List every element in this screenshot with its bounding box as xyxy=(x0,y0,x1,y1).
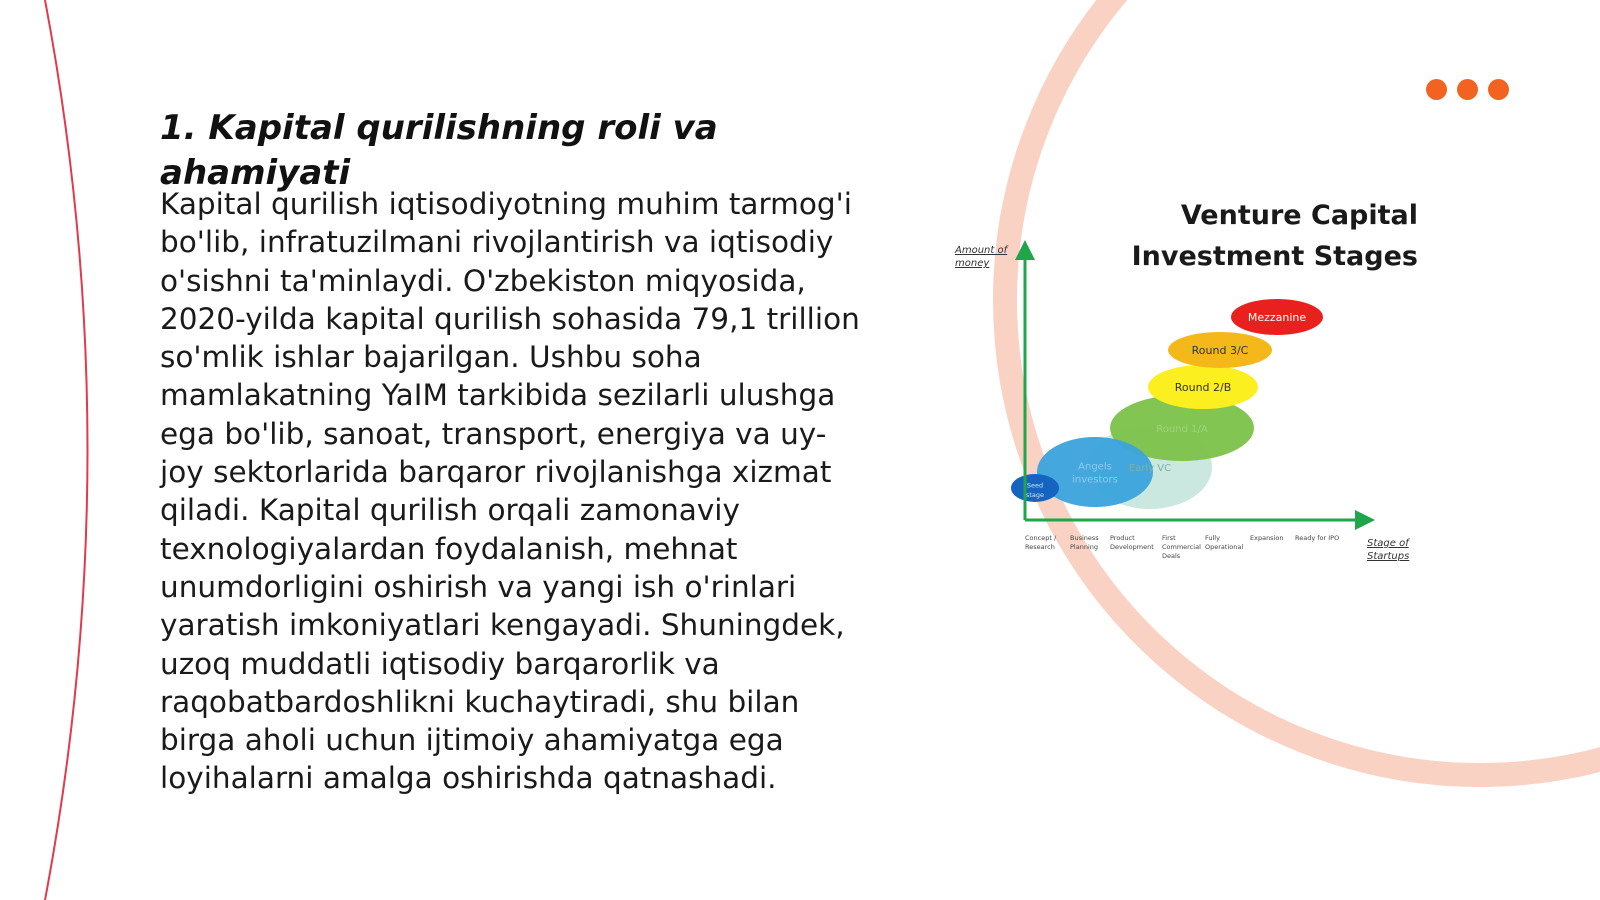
x-tick-label: Ready for IPO xyxy=(1295,534,1340,542)
stage-bubbles xyxy=(1011,299,1323,509)
stage-label-angels-investors: investors xyxy=(1072,474,1118,486)
chart-title-line1: Venture Capital xyxy=(1180,200,1418,231)
y-axis-arrowhead xyxy=(1015,240,1035,260)
x-tick-label: Development xyxy=(1110,543,1154,551)
stage-label-early-vc: Early VC xyxy=(1128,463,1172,474)
x-tick-label: Product xyxy=(1110,534,1135,542)
chart-title-line2: Investment Stages xyxy=(1131,241,1418,272)
stage-label-seed-stage: stage xyxy=(1025,490,1045,499)
dot xyxy=(1488,79,1509,100)
x-tick-label: First xyxy=(1162,534,1176,542)
x-tick-label: Business xyxy=(1070,534,1099,542)
stage-label-round-3-c: Round 3/C xyxy=(1191,344,1249,357)
three-dots-icon xyxy=(1426,79,1509,100)
x-tick-label: Planning xyxy=(1070,543,1098,551)
x-axis-ticks xyxy=(1025,534,1339,560)
y-axis-label-line2: money xyxy=(955,258,990,269)
stage-label-seed-stage: Seed xyxy=(1026,481,1044,490)
slide-body-text: Kapital qurilish iqtisodiyotning muhim tarmog'i bo'lib, infratuzilmani rivojlantirish va iqtisodiy o'sishni ta'minlaydi. O'zbekiston miqyosida, 2020-yilda kapital qurilish sohasida 79,1 trillion so'mlik ishlar bajarilgan. Ushbu soha mamlakatning YaIM tarkibida sezilarli ulushga ega bo'lib, sanoat, transport, energiya va uy-joy sektorlarida barqaror rivojlanishga xizmat qiladi. Kapital qurilish orqali zamonaviy texnologiyalardan foydalanish, mehnat unumdorligini oshirish va yangi ish o'rinlari yaratish imkoniyatlari kengayadi. Shuningdek, uzoq muddatli iqtisodiy barqarorlik va raqobatbardoshlikni kuchaytiradi, shu bilan birga aholi uchun ijtimoiy ahamiyatga ega loyihalarni amalga oshirishda qatnashadi. xyxy=(160,187,860,796)
x-tick-label: Research xyxy=(1025,543,1055,551)
x-tick-label: Fully xyxy=(1205,534,1220,542)
y-axis-label-line1: Amount of xyxy=(955,245,1008,256)
x-axis-label-line2: Startups xyxy=(1367,551,1410,562)
x-tick-label: Deals xyxy=(1162,552,1181,560)
x-tick-label: Concept / xyxy=(1025,534,1057,542)
stage-label-round-1-a: Round 1/A xyxy=(1156,424,1208,435)
slide-title: 1. Kapital qurilishning roli va ahamiyati xyxy=(160,108,718,193)
x-tick-label: Operational xyxy=(1205,543,1244,551)
x-tick-label: Expansion xyxy=(1250,534,1284,542)
stage-label-round-2-b: Round 2/B xyxy=(1174,381,1232,394)
stage-label-mezzanine: Mezzanine xyxy=(1247,311,1307,324)
x-tick-label: Commercial xyxy=(1162,543,1201,551)
dot xyxy=(1426,79,1447,100)
left-red-arc xyxy=(45,0,88,900)
dot xyxy=(1457,79,1478,100)
x-axis-arrowhead xyxy=(1355,510,1375,530)
x-axis-label-line1: Stage of xyxy=(1367,538,1409,549)
stage-label-angels-investors: Angels xyxy=(1078,461,1112,473)
venture-capital-stages-diagram xyxy=(900,180,1460,580)
